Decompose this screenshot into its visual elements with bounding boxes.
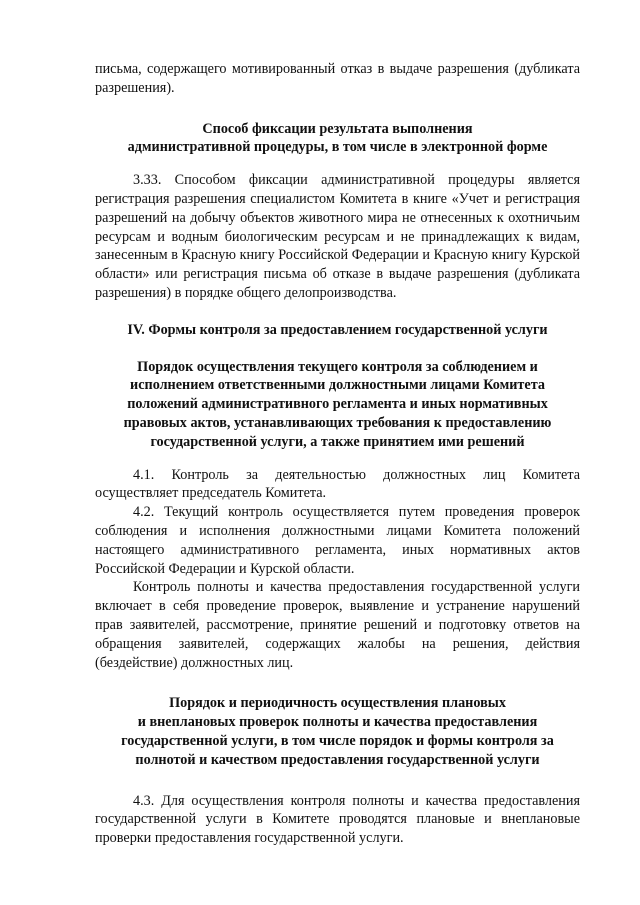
- heading-line: Способ фиксации результата выполнения: [202, 120, 473, 137]
- document-page: [95, 60, 580, 848]
- paragraph-4-3: 4.3. Для осуществления контроля полноты и качества предоставления государственной услуги в Комитете проводятся плановые и внеплановые проверки предоставления государственной услуги.: [95, 792, 580, 847]
- heading-line: и внеплановых проверок полноты и качества предоставления: [137, 714, 538, 731]
- heading-line: исполнением ответственными должностными лицами Комитета: [130, 377, 545, 394]
- heading-result-fixation: [95, 120, 580, 158]
- paragraph-4-1: 4.1. Контроль за деятельностью должностных лиц Комитета осуществляет председатель Комитета.: [95, 466, 580, 502]
- heading-line: IV. Формы контроля за предоставлением государственной услуги: [127, 321, 548, 338]
- heading-line: государственной услуги, в том числе порядок и формы контроля за: [121, 732, 554, 749]
- heading-planned-inspections: [95, 694, 580, 769]
- heading-line: Порядок осуществления текущего контроля за соблюдением и: [137, 358, 538, 375]
- heading-line: полнотой и качеством предоставления государственной услуги: [135, 751, 540, 768]
- heading-line: Порядок и периодичность осуществления плановых: [169, 695, 506, 712]
- heading-section-iv: [95, 321, 580, 340]
- heading-line: правовых актов, устанавливающих требования к предоставлению: [123, 414, 552, 431]
- paragraph-4-2: 4.2. Текущий контроль осуществляется путем проведения проверок соблюдения и исполнения должностными лицами Комитета положений настоящего административного регламента, иных нормативных актов Российской Федерации и Курской области.: [95, 504, 580, 577]
- heading-line: государственной услуги, а также принятием ими решений: [150, 433, 525, 450]
- heading-line: административной процедуры, в том числе в электронной форме: [127, 139, 548, 156]
- paragraph-control-scope: Контроль полноты и качества предоставления государственной услуги включает в себя проведение проверок, выявление и устранение нарушений прав заявителей, рассмотрение, принятие решений и подготовку ответов на обращения заявителей, содержащих жалобы на решения, действия (бездействие) должностных лиц.: [95, 579, 580, 671]
- paragraph-3-33: 3.33. Способом фиксации административной процедуры является регистрация разрешения специалистом Комитета в книге «Учет и регистрация разрешений на добычу объектов животного мира не отнесенных к охотничьим ресурсам и водным биологическим ресурсам и не принадлежащих к видам, занесенным в Красную книгу Российской Федерации и Красную книгу Курской области» или регистрация письма об отказе в выдаче разрешения (дубликата разрешения) в порядке общего делопроизводства.: [95, 172, 580, 301]
- heading-current-control: [95, 358, 580, 452]
- heading-line: положений административного регламента и иных нормативных: [127, 396, 548, 413]
- paragraph-refusal-letter: письма, содержащего мотивированный отказ в выдаче разрешения (дубликата разрешения).: [95, 61, 580, 96]
